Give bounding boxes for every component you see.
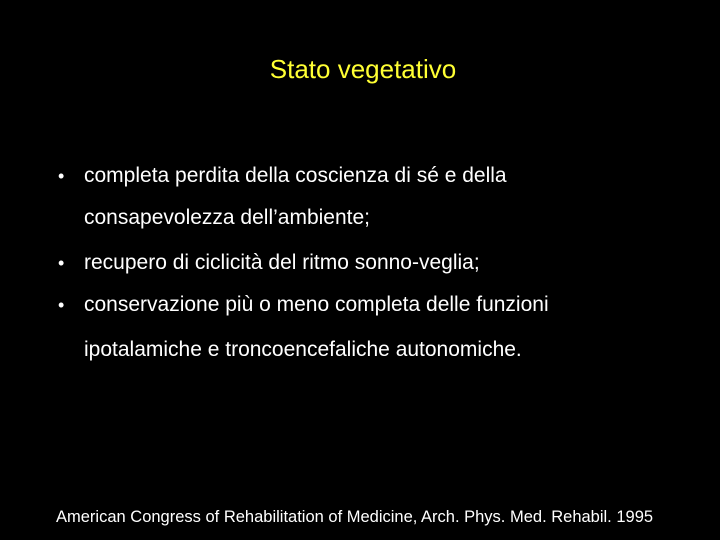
bullet-text-line: conservazione più o meno completa delle funzioni [84, 293, 549, 316]
bullet-dot-icon: • [58, 295, 65, 315]
bullet-text-line: ipotalamiche e troncoencefaliche autonomiche. [84, 338, 522, 361]
slide-title: Stato vegetativo [269, 54, 457, 84]
bullet-dot-icon: • [58, 253, 65, 273]
bullet-text-line: recupero di ciclicità del ritmo sonno-veglia; [84, 251, 480, 274]
citation: American Congress of Rehabilitation of Medicine, Arch. Phys. Med. Rehabil. 1995 [56, 508, 654, 526]
bullet-text-line: completa perdita della coscienza di sé e della [84, 164, 507, 187]
bullet-dot-icon: • [58, 166, 65, 186]
bullet-text-line: consapevolezza dell’ambiente; [84, 206, 371, 229]
